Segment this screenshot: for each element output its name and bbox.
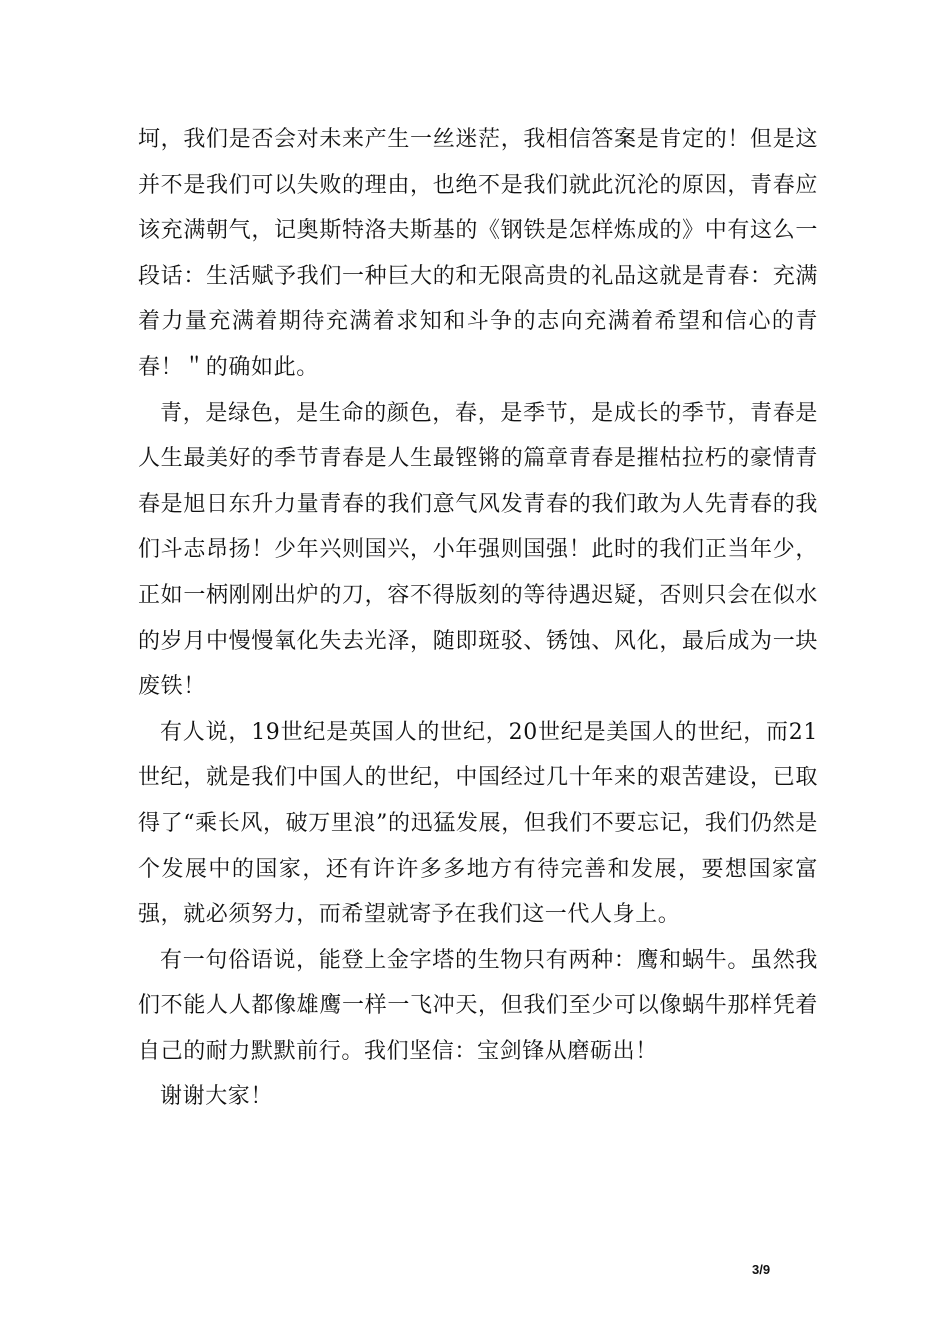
paragraph-youth: 青，是绿色，是生命的颜色，春，是季节，是成长的季节，青春是人生最美好的季节青春是人生最铿锵的篇章青春是摧枯拉朽的豪情青春是旭日东升力量青春的我们意气风发青春的我们敢为人先青春的我们斗志昂扬！少年兴则国兴，小年强则国强！此时的我们正当年少，正如一柄刚刚出炉的刀，容不得版刻的等待遇迟疑，否则只会在似水的岁月中慢慢氧化失去光泽，随即斑驳、锈蚀、风化，最后成为一块废铁！	[138, 400, 818, 700]
paragraph-proverb: 有一句俗语说，能登上金字塔的生物只有两种：鹰和蜗牛。虽然我们不能人人都像雄鹰一样一飞冲天，但我们至少可以像蜗牛那样凭着自己的耐力默默前行。我们坚信：宝剑锋从磨砺出！	[138, 947, 818, 1064]
document-body	[138, 117, 818, 1120]
page-number: 3/9	[752, 1262, 771, 1277]
paragraph-continuation: 坷，我们是否会对未来产生一丝迷茫，我相信答案是肯定的！但是这并不是我们可以失败的理由，也绝不是我们就此沉沦的原因，青春应该充满朝气，记奥斯特洛夫斯基的《钢铁是怎样炼成的》中有这么一段话：生活赋予我们一种巨大的和无限高贵的礼品这就是青春：充满着力量充满着期待充满着求知和斗争的志向充满着希望和信心的青春！＂的确如此。	[138, 127, 818, 380]
paragraph-thanks: 谢谢大家！	[160, 1084, 274, 1110]
paragraph-century: 有人说，19世纪是英国人的世纪，20世纪是美国人的世纪，而21世纪，就是我们中国人的世纪，中国经过几十年来的艰苦建设，已取得了“乘长风，破万里浪”的迅猛发展，但我们不要忘记，我们仍然是个发展中的国家，还有许许多多地方有待完善和发展，要想国家富强，就必须努力，而希望就寄予在我们这一代人身上。	[138, 719, 818, 928]
